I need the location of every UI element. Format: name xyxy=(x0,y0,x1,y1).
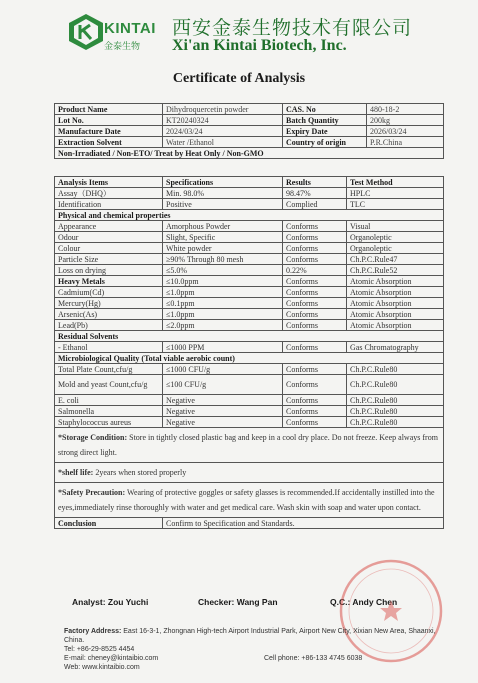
table-cell: Staphylococcus aureus xyxy=(55,417,163,428)
lot-value: KT20240324 xyxy=(163,115,283,126)
qc-signature: Q.C.: Andy Chen xyxy=(330,597,398,607)
storage-condition xyxy=(55,428,444,463)
table-cell: Ch.P.C.Rule80 xyxy=(347,375,444,395)
table-row xyxy=(55,309,444,320)
table-cell: Min. 98.0% xyxy=(163,188,283,199)
table-cell: Colour xyxy=(55,243,163,254)
table-cell: ≤2.0ppm xyxy=(163,320,283,331)
table-row xyxy=(55,243,444,254)
expiry-label: Expiry Date xyxy=(283,126,367,137)
section-row xyxy=(55,353,444,364)
table-cell: Ch.P.C.Rule47 xyxy=(347,254,444,265)
address-value: East 16-3-1, Zhongnan High-tech Airport Industrial Park, Airport New City, Xixian New Area, Shaanxi, China. xyxy=(64,628,436,644)
table-cell: Ch.P.C.Rule80 xyxy=(347,406,444,417)
safety-precaution-cell xyxy=(55,483,444,518)
table-cell: Conforms xyxy=(283,364,347,375)
logo-text: KINTAI xyxy=(104,20,156,37)
table-cell: Salmonella xyxy=(55,406,163,417)
table-cell: Negative xyxy=(163,395,283,406)
table-cell: Ch.P.C.Rule52 xyxy=(347,265,444,276)
table-cell: Atomic Absorption xyxy=(347,320,444,331)
storage-condition-text: Store in tightly closed plastic bag and keep in a cool dry place. Do not freeze. Keep always from strong direct light. xyxy=(58,433,438,457)
table-row xyxy=(55,221,444,232)
table-row xyxy=(55,232,444,243)
footer xyxy=(64,627,444,672)
table-cell: Conforms xyxy=(283,375,347,395)
table-cell: Particle Size xyxy=(55,254,163,265)
table-cell: Atomic Absorption xyxy=(347,276,444,287)
safety-precaution xyxy=(55,483,444,518)
table-cell: Conforms xyxy=(283,406,347,417)
cellphone: Cell phone: +86-133 4745 6038 xyxy=(264,655,363,662)
safety-precaution-text: Wearing of protective goggles or safety glasses is recommended.If accidentally instilled into the eyes,immediately rinse thoroughly with water and get medical care. Wash skin with soap and water upon contact. xyxy=(58,488,435,512)
table-row xyxy=(55,417,444,428)
letterhead xyxy=(66,10,466,60)
column-header: Results xyxy=(283,177,347,188)
table-row xyxy=(55,254,444,265)
storage-condition-cell xyxy=(55,428,444,463)
table-row xyxy=(55,199,444,210)
conclusion-label: Conclusion xyxy=(55,518,163,529)
email: E-mail: cheney@kintaibio.com xyxy=(64,655,159,662)
factory-address xyxy=(64,627,444,645)
table-cell: Conforms xyxy=(283,221,347,232)
table-cell: Ch.P.C.Rule80 xyxy=(347,417,444,428)
table-cell: Conforms xyxy=(283,287,347,298)
lot-label: Lot No. xyxy=(55,115,163,126)
table-cell: ≤5.0% xyxy=(163,265,283,276)
table-cell: White powder xyxy=(163,243,283,254)
processing-note: Non-Irradiated / Non-ETO/ Treat by Heat Only / Non-GMO xyxy=(55,148,444,159)
table-cell: Negative xyxy=(163,406,283,417)
table-row xyxy=(55,287,444,298)
table-cell: ≤10.0ppm xyxy=(163,276,283,287)
table-row xyxy=(55,406,444,417)
table-cell: Conforms xyxy=(283,342,347,353)
shelf-life-text: 2years when stored properly xyxy=(93,468,187,477)
table-cell: Amorphous Powder xyxy=(163,221,283,232)
storage-condition-label: *Storage Condition: xyxy=(58,433,128,442)
product-name-value: Dihydroquercetin powder xyxy=(163,104,283,115)
section-row xyxy=(55,331,444,342)
table-row xyxy=(55,375,444,395)
origin-label: Country of origin xyxy=(283,137,367,148)
table-cell: HPLC xyxy=(347,188,444,199)
solvent-value: Water /Ethanol xyxy=(163,137,283,148)
table-row xyxy=(55,265,444,276)
tel: Tel: +86-29-8525 4454 xyxy=(64,646,135,653)
table-cell: Ch.P.C.Rule80 xyxy=(347,364,444,375)
table-cell: Arsenic(As) xyxy=(55,309,163,320)
company-logo-icon xyxy=(66,12,106,52)
table-header-row xyxy=(55,177,444,188)
table-row xyxy=(55,115,444,126)
checker-signature: Checker: Wang Pan xyxy=(198,597,278,607)
table-row xyxy=(55,148,444,159)
column-header: Analysis Items xyxy=(55,177,163,188)
table-row xyxy=(55,320,444,331)
table-row xyxy=(55,188,444,199)
table-cell: Atomic Absorption xyxy=(347,298,444,309)
table-cell: ≤1000 CFU/g xyxy=(163,364,283,375)
column-header: Test Method xyxy=(347,177,444,188)
table-cell: Assay（DHQ） xyxy=(55,188,163,199)
table-row xyxy=(55,104,444,115)
email-row xyxy=(64,654,444,663)
table-cell: Organoleptic xyxy=(347,232,444,243)
section-title: Residual Solvents xyxy=(55,331,444,342)
document-title: Certificate of Analysis xyxy=(172,71,306,86)
table-cell: ≤1.0ppm xyxy=(163,287,283,298)
table-cell: Atomic Absorption xyxy=(347,309,444,320)
table-cell: ≤100 CFU/g xyxy=(163,375,283,395)
table-cell: Conforms xyxy=(283,395,347,406)
expiry-value: 2026/03/24 xyxy=(367,126,444,137)
table-cell: Conforms xyxy=(283,417,347,428)
table-row xyxy=(55,364,444,375)
table-cell: E. coli xyxy=(55,395,163,406)
table-cell: ≤1.0ppm xyxy=(163,309,283,320)
table-cell: Loss on drying xyxy=(55,265,163,276)
table-row xyxy=(55,276,444,287)
table-cell: ≤1000 PPM xyxy=(163,342,283,353)
conclusion-row xyxy=(55,518,444,529)
table-cell: Gas Chromatography xyxy=(347,342,444,353)
table-cell: Mercury(Hg) xyxy=(55,298,163,309)
table-row xyxy=(55,298,444,309)
table-row xyxy=(55,126,444,137)
safety-precaution-label: *Safety Precaution: xyxy=(58,488,126,497)
table-cell: Positive xyxy=(163,199,283,210)
shelf-life-cell xyxy=(55,463,444,483)
table-cell: Organoleptic xyxy=(347,243,444,254)
mfg-date-label: Manufacture Date xyxy=(55,126,163,137)
solvent-label: Extraction Solvent xyxy=(55,137,163,148)
table-cell: Negative xyxy=(163,417,283,428)
table-cell: Slight, Specific xyxy=(163,232,283,243)
table-cell: ≥90% Through 80 mesh xyxy=(163,254,283,265)
table-cell: Conforms xyxy=(283,320,347,331)
website: Web: www.kintaibio.com xyxy=(64,664,140,671)
table-cell: Conforms xyxy=(283,298,347,309)
table-cell: Conforms xyxy=(283,276,347,287)
table-cell: Heavy Metals xyxy=(55,276,163,287)
table-cell: Conforms xyxy=(283,243,347,254)
table-cell: Conforms xyxy=(283,309,347,320)
mfg-date-value: 2024/03/24 xyxy=(163,126,283,137)
table-cell: Ch.P.C.Rule80 xyxy=(347,395,444,406)
table-cell: Mold and yeast Count,cfu/g xyxy=(55,375,163,395)
table-row xyxy=(55,342,444,353)
conclusion-value: Confirm to Specification and Standards. xyxy=(163,518,444,529)
analyst-signature: Analyst: Zou Yuchi xyxy=(72,597,149,607)
cas-label: CAS. No xyxy=(283,104,367,115)
shelf-life-label: *shelf life: xyxy=(58,468,94,477)
origin-value: P.R.China xyxy=(367,137,444,148)
table-cell: - Ethanol xyxy=(55,342,163,353)
section-title: Physical and chemical properties xyxy=(55,210,444,221)
product-info-table xyxy=(54,103,444,159)
logo-chinese-text: 金泰生物 xyxy=(104,42,141,52)
shelf-life xyxy=(55,463,444,483)
analysis-table xyxy=(54,176,444,529)
product-name-label: Product Name xyxy=(55,104,163,115)
table-cell: TLC xyxy=(347,199,444,210)
batch-label: Batch Quantity xyxy=(283,115,367,126)
table-cell: 98.47% xyxy=(283,188,347,199)
cas-value: 480-18-2 xyxy=(367,104,444,115)
table-cell: ≤0.1ppm xyxy=(163,298,283,309)
batch-value: 200kg xyxy=(367,115,444,126)
table-cell: 0.22% xyxy=(283,265,347,276)
table-cell: Total Plate Count,cfu/g xyxy=(55,364,163,375)
section-title: Microbiological Quality (Total viable aerobic count) xyxy=(55,353,444,364)
address-label: Factory Address: xyxy=(64,628,122,635)
table-cell: Conforms xyxy=(283,232,347,243)
table-cell: Odour xyxy=(55,232,163,243)
table-cell: Conforms xyxy=(283,254,347,265)
table-row xyxy=(55,395,444,406)
table-cell: Cadmium(Cd) xyxy=(55,287,163,298)
table-cell: Complied xyxy=(283,199,347,210)
column-header: Specifications xyxy=(163,177,283,188)
section-row xyxy=(55,210,444,221)
table-cell: Lead(Pb) xyxy=(55,320,163,331)
table-cell: Visual xyxy=(347,221,444,232)
table-cell: Appearance xyxy=(55,221,163,232)
company-name-english: Xi'an Kintai Biotech, Inc. xyxy=(172,37,347,54)
table-row xyxy=(55,137,444,148)
table-cell: Atomic Absorption xyxy=(347,287,444,298)
company-name-chinese: 西安金泰生物技术有限公司 xyxy=(172,17,413,39)
table-cell: Identification xyxy=(55,199,163,210)
